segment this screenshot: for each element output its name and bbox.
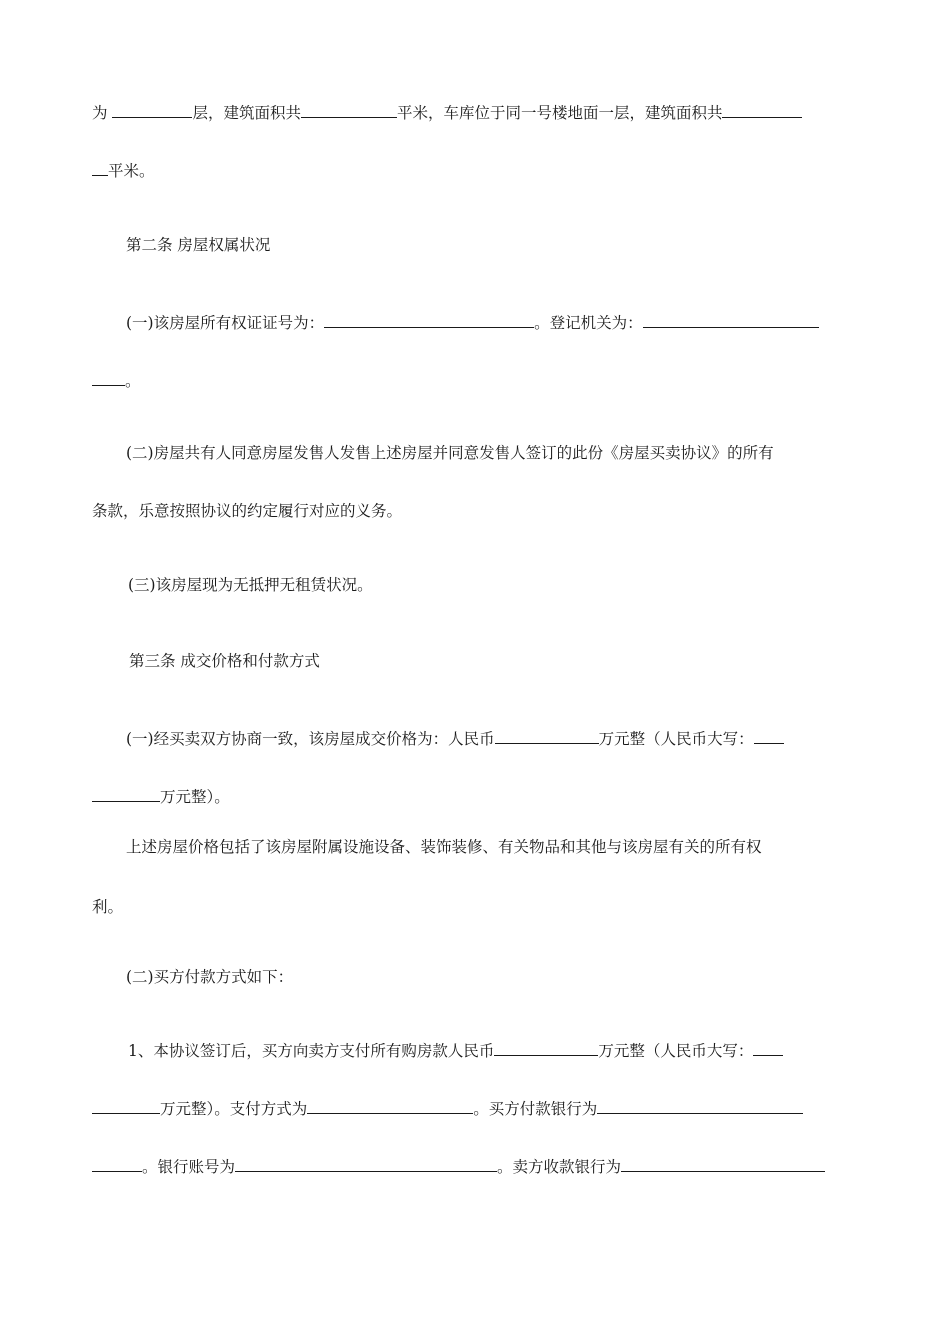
garage-area-blank-cont <box>92 160 108 176</box>
payment-method-blank <box>307 1098 473 1114</box>
payment1-line3 <box>92 1156 825 1178</box>
price-capital-blank <box>754 728 784 744</box>
price-note-line1: 上述房屋价格包括了该房屋附属设施设备、装饰装修、有关物品和其他与该房屋有关的所有权 <box>126 838 762 856</box>
floor-count-blank <box>112 102 192 118</box>
text-segment: 。 <box>125 372 141 390</box>
certificate-number-blank <box>324 312 534 328</box>
text-segment: 平米，车库位于同一号楼地面一层，建筑面积共 <box>396 104 723 122</box>
article3-item1-cont <box>92 786 230 808</box>
text-segment: 万元整）。支付方式为 <box>160 1100 308 1118</box>
buyer-bank-blank <box>597 1098 803 1114</box>
price-amount-blank <box>495 728 599 744</box>
article2-item1 <box>126 312 819 334</box>
payment-capital-blank <box>753 1040 783 1056</box>
registration-authority-blank <box>643 312 819 328</box>
article1-area-line <box>92 102 802 124</box>
account-number-blank <box>235 1156 497 1172</box>
text-segment: (一)该房屋所有权证证号为： <box>126 314 325 332</box>
article3-item1 <box>126 728 784 750</box>
text-segment: 万元整（人民币大写： <box>598 1042 754 1060</box>
text-segment: 。买方付款银行为 <box>473 1100 598 1118</box>
payment1-line1 <box>128 1040 783 1062</box>
seller-bank-blank <box>621 1156 825 1172</box>
article2-item2-line1: (二)房屋共有人同意房屋发售人发售上述房屋并同意发售人签订的此份《房屋买卖协议》的所有 <box>126 444 774 462</box>
text-segment: 层，建筑面积共 <box>192 104 301 122</box>
building-area-blank <box>301 102 397 118</box>
article3-heading: 第三条 成交价格和付款方式 <box>129 652 320 670</box>
text-segment: 。卖方收款银行为 <box>497 1158 622 1176</box>
text-segment: 1、本协议签订后，买方向卖方支付所有购房款人民币 <box>128 1042 495 1060</box>
text-segment: 万元整（人民币大写： <box>598 730 754 748</box>
price-capital-blank-cont <box>92 786 160 802</box>
payment-amount-blank <box>494 1040 598 1056</box>
text-segment: 。登记机关为： <box>534 314 643 332</box>
text-segment: (一)经买卖双方协商一致，该房屋成交价格为：人民币 <box>126 730 495 748</box>
article2-item2-line2: 条款，乐意按照协议的约定履行对应的义务。 <box>92 502 403 520</box>
registration-authority-blank-cont <box>92 370 125 386</box>
article2-item3: (三)该房屋现为无抵押无租赁状况。 <box>128 576 373 594</box>
text-segment: 。银行账号为 <box>142 1158 236 1176</box>
article2-item1-cont <box>92 370 141 392</box>
text-segment: 平米。 <box>108 162 155 180</box>
text-segment: 为 <box>92 104 113 122</box>
article2-heading: 第二条 房屋权属状况 <box>126 236 271 254</box>
article1-area-line-2 <box>92 160 155 182</box>
payment1-line2 <box>92 1098 803 1120</box>
payment-capital-blank-cont <box>92 1098 160 1114</box>
buyer-bank-blank-cont <box>92 1156 142 1172</box>
article3-item2: (二)买方付款方式如下： <box>126 968 294 986</box>
garage-area-blank <box>722 102 802 118</box>
text-segment: 万元整）。 <box>160 788 230 806</box>
price-note-line2: 利。 <box>92 898 124 916</box>
